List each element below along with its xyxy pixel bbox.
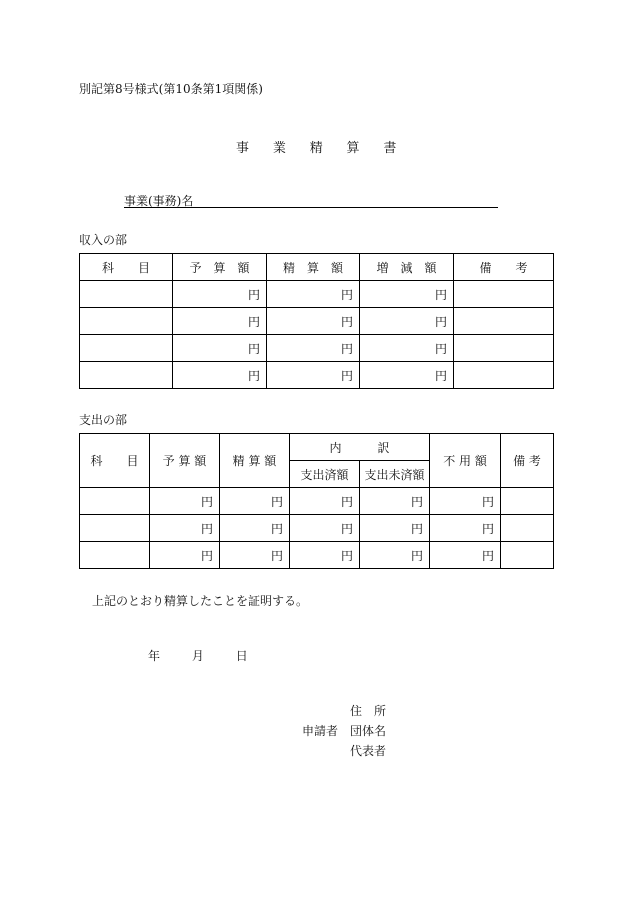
- table-cell[interactable]: 円: [267, 308, 360, 335]
- date-year-label: 年: [148, 649, 161, 663]
- expense-header-budget: 予 算 額: [150, 434, 220, 488]
- table-cell[interactable]: [454, 281, 554, 308]
- table-cell[interactable]: [80, 488, 150, 515]
- expense-header-unpaid: 支出未済額: [360, 461, 430, 488]
- table-cell[interactable]: 円: [220, 542, 290, 569]
- table-row: [80, 515, 554, 542]
- document-title: [236, 137, 416, 156]
- table-row: [80, 542, 554, 569]
- table-cell[interactable]: 円: [360, 488, 430, 515]
- table-cell[interactable]: 円: [360, 542, 430, 569]
- table-cell[interactable]: 円: [173, 281, 267, 308]
- title-char: 事: [236, 141, 250, 156]
- title-char: 算: [346, 141, 360, 156]
- table-row: [80, 335, 554, 362]
- expense-table: [79, 433, 554, 569]
- table-cell[interactable]: [80, 542, 150, 569]
- table-row: [80, 488, 554, 515]
- table-row: [80, 308, 554, 335]
- certification-text: 上記のとおり精算したことを証明する。: [92, 594, 309, 608]
- income-header-settled: 精 算 額: [267, 254, 360, 281]
- table-cell[interactable]: 円: [220, 515, 290, 542]
- table-cell[interactable]: 円: [267, 335, 360, 362]
- table-cell[interactable]: 円: [150, 515, 220, 542]
- table-cell[interactable]: 円: [267, 362, 360, 389]
- income-header-row: [80, 254, 554, 281]
- income-table: [79, 253, 554, 389]
- table-row: [80, 362, 554, 389]
- table-cell[interactable]: [80, 281, 173, 308]
- expense-header-remarks: 備 考: [501, 434, 554, 488]
- table-cell[interactable]: 円: [360, 308, 454, 335]
- table-cell[interactable]: 円: [290, 488, 360, 515]
- expense-header-paid: 支出済額: [290, 461, 360, 488]
- title-char: 精: [309, 141, 323, 156]
- table-cell[interactable]: [454, 335, 554, 362]
- date-day-label: 日: [235, 649, 248, 663]
- table-cell[interactable]: 円: [290, 515, 360, 542]
- income-header-budget: 予 算 額: [173, 254, 267, 281]
- table-cell[interactable]: 円: [173, 335, 267, 362]
- table-cell[interactable]: 円: [360, 281, 454, 308]
- business-name-field[interactable]: [124, 192, 498, 208]
- date-month-label: 月: [191, 649, 204, 663]
- table-cell[interactable]: [80, 362, 173, 389]
- income-section-label: 収入の部: [79, 233, 128, 247]
- table-cell[interactable]: 円: [150, 488, 220, 515]
- address-label: 住 所: [350, 704, 387, 718]
- table-cell[interactable]: 円: [150, 542, 220, 569]
- table-cell[interactable]: [501, 542, 554, 569]
- expense-header-unused: 不 用 額: [430, 434, 501, 488]
- table-cell[interactable]: 円: [360, 335, 454, 362]
- income-header-item: 科 目: [80, 254, 173, 281]
- table-cell[interactable]: 円: [173, 308, 267, 335]
- table-cell[interactable]: 円: [430, 515, 501, 542]
- applicant-label: 申請者 団体名: [302, 724, 387, 738]
- table-cell[interactable]: 円: [430, 488, 501, 515]
- table-cell[interactable]: 円: [220, 488, 290, 515]
- table-cell[interactable]: [80, 515, 150, 542]
- table-cell[interactable]: [501, 515, 554, 542]
- income-header-remarks: 備 考: [454, 254, 554, 281]
- table-cell[interactable]: [501, 488, 554, 515]
- table-row: [80, 281, 554, 308]
- table-cell[interactable]: [80, 335, 173, 362]
- expense-section-label: 支出の部: [79, 413, 128, 427]
- table-cell[interactable]: 円: [267, 281, 360, 308]
- table-cell[interactable]: 円: [360, 515, 430, 542]
- table-cell[interactable]: 円: [430, 542, 501, 569]
- table-cell[interactable]: [454, 362, 554, 389]
- title-char: 書: [383, 141, 397, 156]
- table-cell[interactable]: [454, 308, 554, 335]
- table-cell[interactable]: 円: [290, 542, 360, 569]
- expense-header-breakdown: 内 訳: [290, 434, 430, 461]
- representative-label: 代表者: [350, 744, 387, 758]
- expense-header-settled: 精 算 額: [220, 434, 290, 488]
- business-name-label: 事業(事務)名: [124, 194, 194, 208]
- date-line[interactable]: [148, 647, 276, 664]
- form-number: 別記第8号様式(第10条第1項関係): [79, 82, 263, 96]
- income-header-change: 増 減 額: [360, 254, 454, 281]
- expense-header-row: [80, 434, 554, 461]
- table-cell[interactable]: [80, 308, 173, 335]
- table-cell[interactable]: 円: [360, 362, 454, 389]
- table-cell[interactable]: 円: [173, 362, 267, 389]
- expense-header-item: 科 目: [80, 434, 150, 488]
- title-char: 業: [272, 141, 286, 156]
